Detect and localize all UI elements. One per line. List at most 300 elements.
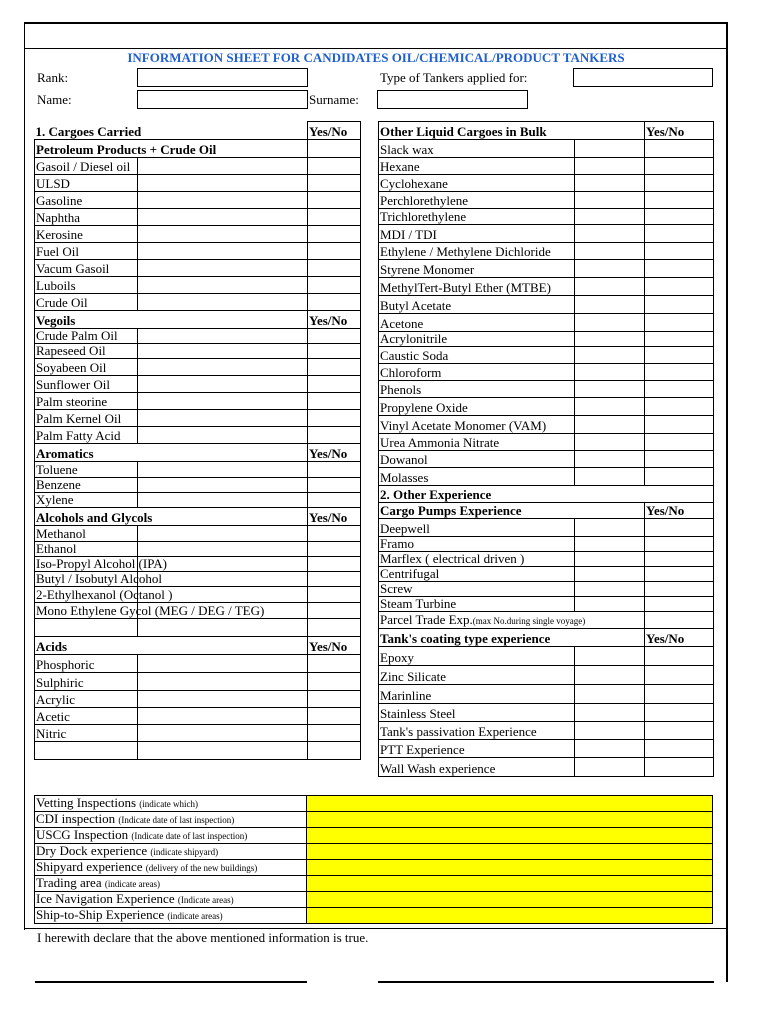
cargo-row xyxy=(35,192,361,209)
cargo-detail-cell[interactable] xyxy=(138,175,308,192)
cargo-label: Gasoline xyxy=(35,192,138,209)
cargo-row xyxy=(35,742,361,760)
cargo-detail-cell[interactable] xyxy=(138,478,308,493)
cargo-yes-no-cell[interactable] xyxy=(645,192,714,209)
cargo-label: Sulphiric xyxy=(35,673,138,691)
yes-no-heading: Yes/No xyxy=(308,444,361,462)
inspection-row xyxy=(35,828,713,844)
inspection-row xyxy=(35,844,713,860)
cargo-detail-cell[interactable] xyxy=(575,260,645,278)
cargo-yes-no-cell[interactable] xyxy=(308,603,361,619)
coating-yes-no-cell[interactable] xyxy=(645,740,714,758)
cargo-detail-cell[interactable] xyxy=(138,192,308,209)
pump-detail-cell[interactable] xyxy=(575,519,645,537)
cargo-detail-cell[interactable] xyxy=(138,691,308,708)
cargo-yes-no-cell[interactable] xyxy=(645,451,714,468)
cargo-yes-no-cell[interactable] xyxy=(645,175,714,192)
cargo-label: Palm steorine xyxy=(35,393,138,410)
cargo-row xyxy=(379,278,714,296)
cargo-yes-no-cell[interactable] xyxy=(645,468,714,486)
section-2-row xyxy=(379,486,714,503)
cargo-row xyxy=(379,332,714,347)
tankers-label: Type of Tankers applied for: xyxy=(380,70,528,85)
cargo-yes-no-cell[interactable] xyxy=(645,243,714,260)
cargo-yes-no-cell[interactable] xyxy=(308,393,361,410)
cargo-yes-no-cell[interactable] xyxy=(645,158,714,175)
cargo-label: Nitric xyxy=(35,725,138,742)
cargo-label: Phenols xyxy=(379,381,575,398)
pump-row xyxy=(379,582,714,597)
cargo-detail-cell[interactable] xyxy=(138,209,308,226)
coating-yes-no-cell[interactable] xyxy=(645,704,714,722)
cargo-yes-no-cell[interactable] xyxy=(308,192,361,209)
group-heading: Vegoils xyxy=(35,311,308,329)
coating-row xyxy=(379,704,714,722)
cargo-label: Ethylene / Methylene Dichloride xyxy=(379,243,575,260)
yes-no-heading xyxy=(308,140,361,158)
cargo-yes-no-cell[interactable] xyxy=(308,277,361,294)
cargo-row xyxy=(35,410,361,427)
cargo-label: Trichlorethylene xyxy=(379,209,575,225)
cargo-row xyxy=(35,557,361,572)
frame-header-row xyxy=(24,48,728,49)
cargo-label: Dowanol xyxy=(379,451,575,468)
coating-detail-cell[interactable] xyxy=(575,758,645,777)
inspection-row xyxy=(35,796,713,812)
cargo-label: 2-Ethylhexanol (Octanol ) xyxy=(36,587,173,602)
cargo-detail-cell[interactable] xyxy=(138,329,308,344)
cargo-detail-cell[interactable] xyxy=(575,364,645,381)
pump-yes-no-cell[interactable] xyxy=(645,567,714,582)
cargo-yes-no-cell[interactable] xyxy=(308,526,361,542)
cargo-row xyxy=(379,225,714,243)
pump-label: Framo xyxy=(379,537,575,552)
cargo-detail-cell[interactable] xyxy=(138,742,308,760)
cargo-label: Xylene xyxy=(35,493,138,508)
cargo-detail-cell[interactable] xyxy=(138,725,308,742)
cargo-label: Cyclohexane xyxy=(379,175,575,192)
inspection-note: (indicate which) xyxy=(139,799,198,809)
cargo-yes-no-cell[interactable] xyxy=(308,243,361,260)
inspection-title: Trading area xyxy=(36,875,102,890)
cargo-row xyxy=(35,708,361,725)
coating-row xyxy=(379,740,714,758)
cargo-row xyxy=(379,416,714,434)
cargo-yes-no-cell[interactable] xyxy=(308,708,361,725)
cargo-row xyxy=(35,587,361,603)
cargo-label: Mono Ethylene Gycol (MEG / DEG / TEG) xyxy=(36,603,265,618)
coating-label: Zinc Silicate xyxy=(379,666,575,685)
cargo-detail-cell[interactable] xyxy=(138,359,308,376)
cargo-row xyxy=(35,572,361,587)
cargo-label: Acrylic xyxy=(35,691,138,708)
cargo-yes-no-cell[interactable] xyxy=(645,398,714,416)
cargo-yes-no-cell[interactable] xyxy=(645,225,714,243)
yes-no-heading: Yes/No xyxy=(645,629,714,647)
cargo-yes-no-cell[interactable] xyxy=(308,655,361,673)
cargo-detail-cell[interactable] xyxy=(138,427,308,444)
pump-detail-cell[interactable] xyxy=(575,552,645,567)
inspection-label xyxy=(35,876,307,892)
cargo-yes-no-cell[interactable] xyxy=(308,410,361,427)
cargo-yes-no-cell[interactable] xyxy=(645,314,714,332)
section-1-row xyxy=(35,122,361,140)
cargo-yes-no-cell[interactable] xyxy=(645,140,714,158)
cargo-yes-no-cell[interactable] xyxy=(308,587,361,603)
pump-label: Marflex ( electrical driven ) xyxy=(379,552,575,567)
cargo-detail-cell[interactable] xyxy=(575,416,645,434)
cargo-row xyxy=(35,478,361,493)
cargo-yes-no-cell[interactable] xyxy=(308,691,361,708)
cargo-yes-no-cell[interactable] xyxy=(308,359,361,376)
cargo-detail-cell[interactable] xyxy=(575,451,645,468)
other-cargoes-heading: Other Liquid Cargoes in Bulk xyxy=(379,122,645,140)
cargo-yes-no-cell[interactable] xyxy=(308,209,361,226)
other-cargoes-table xyxy=(378,121,714,777)
declaration-text: I herewith declare that the above mentioned information is true. xyxy=(37,930,369,945)
yes-no-heading: Yes/No xyxy=(645,122,714,140)
pump-detail-cell[interactable] xyxy=(575,582,645,597)
inspection-answer-cell[interactable] xyxy=(307,876,713,892)
cargo-yes-no-cell[interactable] xyxy=(645,364,714,381)
cargo-detail-cell[interactable] xyxy=(138,619,308,637)
surname-field[interactable] xyxy=(377,90,528,109)
inspection-row xyxy=(35,908,713,924)
cargo-label: Vinyl Acetate Monomer (VAM) xyxy=(379,416,575,434)
inspection-label xyxy=(35,828,307,844)
cargo-row xyxy=(379,243,714,260)
yes-no-heading: Yes/No xyxy=(308,508,361,526)
cargo-label: MethylTert-Butyl Ether (MTBE) xyxy=(379,278,575,296)
cargo-detail-cell[interactable] xyxy=(138,526,308,542)
inspection-label xyxy=(35,844,307,860)
cargo-row xyxy=(35,226,361,243)
cargo-row xyxy=(35,359,361,376)
inspection-answer-cell[interactable] xyxy=(307,892,713,908)
inspection-row xyxy=(35,892,713,908)
cargo-label: Crude Oil xyxy=(35,294,138,311)
cargo-detail-cell[interactable] xyxy=(138,226,308,243)
coating-detail-cell[interactable] xyxy=(575,685,645,704)
cargo-detail-cell[interactable] xyxy=(575,278,645,296)
cargo-label: Fuel Oil xyxy=(35,243,138,260)
coating-label: Epoxy xyxy=(379,647,575,666)
cargo-yes-no-cell[interactable] xyxy=(308,158,361,175)
coating-row xyxy=(379,666,714,685)
coating-detail-cell[interactable] xyxy=(575,647,645,666)
cargo-label: Acrylonitrile xyxy=(379,332,575,347)
group-heading: Alcohols and Glycols xyxy=(35,508,308,526)
pump-label: Centrifugal xyxy=(379,567,575,582)
date-line xyxy=(378,981,714,983)
pump-yes-no-cell[interactable] xyxy=(645,582,714,597)
cargo-detail-cell[interactable] xyxy=(138,277,308,294)
inspection-row xyxy=(35,860,713,876)
cargo-pumps-heading: Cargo Pumps Experience xyxy=(379,503,645,519)
cargo-label xyxy=(35,742,138,760)
cargo-row xyxy=(379,158,714,175)
frame-left-border xyxy=(24,22,25,930)
cargo-detail-cell[interactable] xyxy=(575,192,645,209)
cargo-row xyxy=(35,294,361,311)
cargo-label: Benzene xyxy=(35,478,138,493)
pump-yes-no-cell[interactable] xyxy=(645,519,714,537)
coating-detail-cell[interactable] xyxy=(575,704,645,722)
cargo-yes-no-cell[interactable] xyxy=(308,557,361,572)
cargo-label: Molasses xyxy=(379,468,575,486)
cargo-yes-no-cell[interactable] xyxy=(308,673,361,691)
cargo-row xyxy=(35,542,361,557)
cargo-label: Acetone xyxy=(379,314,575,332)
group-heading: Aromatics xyxy=(35,444,308,462)
cargo-row xyxy=(35,209,361,226)
inspection-label xyxy=(35,908,307,924)
yes-no-heading: Yes/No xyxy=(308,637,361,655)
cargo-label: Ethanol xyxy=(35,542,138,557)
cargo-detail-cell[interactable] xyxy=(138,462,308,478)
cargo-label: Slack wax xyxy=(379,140,575,158)
cargo-row xyxy=(35,603,361,619)
inspection-answer-cell[interactable] xyxy=(307,844,713,860)
cargo-detail-cell[interactable] xyxy=(575,225,645,243)
cargo-row xyxy=(35,393,361,410)
inspection-note: (delivery of the new buildings) xyxy=(145,863,258,873)
inspection-title: USCG Inspection xyxy=(36,827,129,842)
parcel-trade-row xyxy=(379,612,714,629)
cargo-row xyxy=(379,398,714,416)
cargo-detail-cell[interactable] xyxy=(138,376,308,393)
cargo-row xyxy=(35,260,361,277)
cargo-detail-cell[interactable] xyxy=(575,468,645,486)
cargo-label: Naphtha xyxy=(35,209,138,226)
cargo-detail-cell[interactable] xyxy=(138,493,308,508)
group-heading-row xyxy=(35,637,361,655)
cargo-detail-cell[interactable] xyxy=(138,294,308,311)
inspection-answer-cell[interactable] xyxy=(307,796,713,812)
cargo-detail-cell[interactable] xyxy=(138,655,308,673)
cargo-label: Palm Fatty Acid xyxy=(35,427,138,444)
cargo-detail-cell[interactable] xyxy=(575,381,645,398)
cargo-yes-no-cell[interactable] xyxy=(308,493,361,508)
pump-detail-cell[interactable] xyxy=(575,597,645,612)
pump-row xyxy=(379,567,714,582)
coating-detail-cell[interactable] xyxy=(575,740,645,758)
cargo-label: Perchlorethylene xyxy=(379,192,575,209)
cargo-label: Methanol xyxy=(35,526,138,542)
surname-label: Surname: xyxy=(309,92,359,107)
group-heading-row xyxy=(35,140,361,158)
section-1-heading: 1. Cargoes Carried xyxy=(35,124,142,139)
cargo-label: Propylene Oxide xyxy=(379,398,575,416)
cargo-detail-cell[interactable] xyxy=(575,175,645,192)
cargoes-carried-table xyxy=(34,121,361,760)
inspection-note: (indicate areas) xyxy=(167,911,223,921)
cargo-label: Toluene xyxy=(35,462,138,478)
cargo-yes-no-cell[interactable] xyxy=(308,478,361,493)
cargo-yes-no-cell[interactable] xyxy=(308,427,361,444)
frame-right-border xyxy=(726,22,728,982)
inspection-note: (indicate areas) xyxy=(104,879,161,889)
coating-yes-no-cell[interactable] xyxy=(645,685,714,704)
inspection-note: (Indicate date of last inspection) xyxy=(131,831,248,841)
cargo-detail-cell[interactable] xyxy=(575,296,645,314)
inspection-note: (Indicate areas) xyxy=(177,895,234,905)
cargo-yes-no-cell[interactable] xyxy=(645,296,714,314)
inspection-title: Dry Dock experience xyxy=(36,843,148,858)
cargo-detail-cell[interactable] xyxy=(575,398,645,416)
pump-row xyxy=(379,597,714,612)
cargo-label: Kerosine xyxy=(35,226,138,243)
cargo-yes-no-cell[interactable] xyxy=(645,260,714,278)
rank-field[interactable] xyxy=(137,68,308,87)
cargo-row xyxy=(379,364,714,381)
cargo-detail-cell[interactable] xyxy=(138,260,308,277)
cargo-row xyxy=(379,381,714,398)
cargo-yes-no-cell[interactable] xyxy=(308,294,361,311)
coating-yes-no-cell[interactable] xyxy=(645,666,714,685)
cargo-yes-no-cell[interactable] xyxy=(308,742,361,760)
cargo-row xyxy=(35,175,361,192)
cargo-yes-no-cell[interactable] xyxy=(308,226,361,243)
cargo-row xyxy=(379,192,714,209)
yes-no-heading: Yes/No xyxy=(308,311,361,329)
pump-row xyxy=(379,552,714,567)
cargo-yes-no-cell[interactable] xyxy=(308,572,361,587)
cargo-row xyxy=(379,314,714,332)
cargo-label: Hexane xyxy=(379,158,575,175)
parcel-trade-text: Parcel Trade Exp. xyxy=(380,612,473,627)
inspection-title: Ship-to-Ship Experience xyxy=(36,907,165,922)
cargo-label: Sunflower Oil xyxy=(35,376,138,393)
inspection-note: (Indicate date of last inspection) xyxy=(118,815,235,825)
cargo-detail-cell[interactable] xyxy=(575,332,645,347)
cargo-label: Iso-Propyl Alcohol (IPA) xyxy=(36,556,167,571)
cargo-row xyxy=(35,344,361,359)
inspection-title: CDI inspection xyxy=(36,811,116,826)
rank-label: Rank: xyxy=(37,70,69,85)
cargo-yes-no-cell[interactable] xyxy=(645,434,714,451)
pump-row xyxy=(379,519,714,537)
coating-detail-cell[interactable] xyxy=(575,666,645,685)
coating-yes-no-cell[interactable] xyxy=(645,758,714,777)
cargo-row xyxy=(35,526,361,542)
cargo-label: Gasoil / Diesel oil xyxy=(35,158,138,175)
cargo-detail-cell[interactable] xyxy=(575,347,645,364)
frame-top-border xyxy=(24,22,728,24)
coating-detail-cell[interactable] xyxy=(575,722,645,740)
inspection-answer-cell[interactable] xyxy=(307,908,713,924)
cargo-row xyxy=(379,347,714,364)
cargo-detail-cell[interactable] xyxy=(575,158,645,175)
coating-label: Marinline xyxy=(379,685,575,704)
cargo-yes-no-cell[interactable] xyxy=(645,381,714,398)
cargo-row xyxy=(35,462,361,478)
coating-heading-row xyxy=(379,629,714,647)
coating-heading: Tank's coating type experience xyxy=(379,629,645,647)
pump-detail-cell[interactable] xyxy=(575,537,645,552)
cargo-row xyxy=(379,140,714,158)
inspection-answer-cell[interactable] xyxy=(307,860,713,876)
cargo-yes-no-cell[interactable] xyxy=(308,462,361,478)
cargo-detail-cell[interactable] xyxy=(138,393,308,410)
inspection-answer-cell[interactable] xyxy=(307,828,713,844)
cargo-yes-no-cell[interactable] xyxy=(308,329,361,344)
coating-yes-no-cell[interactable] xyxy=(645,722,714,740)
inspection-label xyxy=(35,796,307,812)
coating-row xyxy=(379,758,714,777)
section-2-heading: 2. Other Experience xyxy=(379,486,714,503)
inspection-answer-cell[interactable] xyxy=(307,812,713,828)
cargo-detail-cell[interactable] xyxy=(138,542,308,557)
cargo-detail-cell[interactable] xyxy=(575,209,645,225)
coating-label: PTT Experience xyxy=(379,740,575,758)
cargo-detail-cell[interactable] xyxy=(138,243,308,260)
cargo-yes-no-cell[interactable] xyxy=(308,175,361,192)
cargo-detail-cell[interactable] xyxy=(575,243,645,260)
cargo-row xyxy=(35,673,361,691)
cargo-detail-cell[interactable] xyxy=(138,673,308,691)
inspection-title: Vetting Inspections xyxy=(36,795,137,810)
inspection-title: Shipyard experience xyxy=(36,859,143,874)
parcel-trade-note: (max No.during single voyage) xyxy=(472,616,586,626)
cargo-detail-cell[interactable] xyxy=(138,344,308,359)
cargo-label: ULSD xyxy=(35,175,138,192)
cargo-detail-cell[interactable] xyxy=(575,314,645,332)
pump-yes-no-cell[interactable] xyxy=(645,597,714,612)
cargo-detail-cell[interactable] xyxy=(138,158,308,175)
cargo-label: MDI / TDI xyxy=(379,225,575,243)
cargo-detail-cell[interactable] xyxy=(138,410,308,427)
cargo-yes-no-cell[interactable] xyxy=(308,376,361,393)
cargo-yes-no-cell[interactable] xyxy=(308,542,361,557)
cargo-detail-cell[interactable] xyxy=(575,140,645,158)
cargo-yes-no-cell[interactable] xyxy=(308,725,361,742)
pump-yes-no-cell[interactable] xyxy=(645,552,714,567)
cargo-yes-no-cell[interactable] xyxy=(645,209,714,225)
name-label: Name: xyxy=(37,92,72,107)
cargo-yes-no-cell[interactable] xyxy=(645,332,714,347)
tankers-field[interactable] xyxy=(573,68,713,87)
coating-label: Tank's passivation Experience xyxy=(379,722,575,740)
cargo-yes-no-cell[interactable] xyxy=(308,344,361,359)
cargo-row xyxy=(35,329,361,344)
cargo-yes-no-cell[interactable] xyxy=(645,416,714,434)
cargo-row xyxy=(35,376,361,393)
pump-yes-no-cell[interactable] xyxy=(645,537,714,552)
pump-label: Deepwell xyxy=(379,519,575,537)
cargo-detail-cell[interactable] xyxy=(138,708,308,725)
cargo-detail-cell[interactable] xyxy=(138,572,308,587)
coating-yes-no-cell[interactable] xyxy=(645,647,714,666)
coating-row xyxy=(379,647,714,666)
pump-detail-cell[interactable] xyxy=(575,567,645,582)
cargo-label: Vacum Gasoil xyxy=(35,260,138,277)
parcel-trade-cell[interactable] xyxy=(645,612,714,629)
cargo-row xyxy=(35,243,361,260)
cargo-label: Butyl Acetate xyxy=(379,296,575,314)
cargo-detail-cell[interactable] xyxy=(575,434,645,451)
cargo-yes-no-cell[interactable] xyxy=(645,278,714,296)
cargo-yes-no-cell[interactable] xyxy=(308,260,361,277)
cargo-yes-no-cell[interactable] xyxy=(645,347,714,364)
name-field[interactable] xyxy=(137,90,308,109)
cargo-yes-no-cell[interactable] xyxy=(308,619,361,637)
parcel-trade-label xyxy=(379,612,645,629)
cargo-label: Crude Palm Oil xyxy=(35,329,138,344)
group-heading-row xyxy=(35,444,361,462)
cargo-label: Urea Ammonia Nitrate xyxy=(379,434,575,451)
cargo-label: Butyl / Isobutyl Alcohol xyxy=(36,571,163,586)
